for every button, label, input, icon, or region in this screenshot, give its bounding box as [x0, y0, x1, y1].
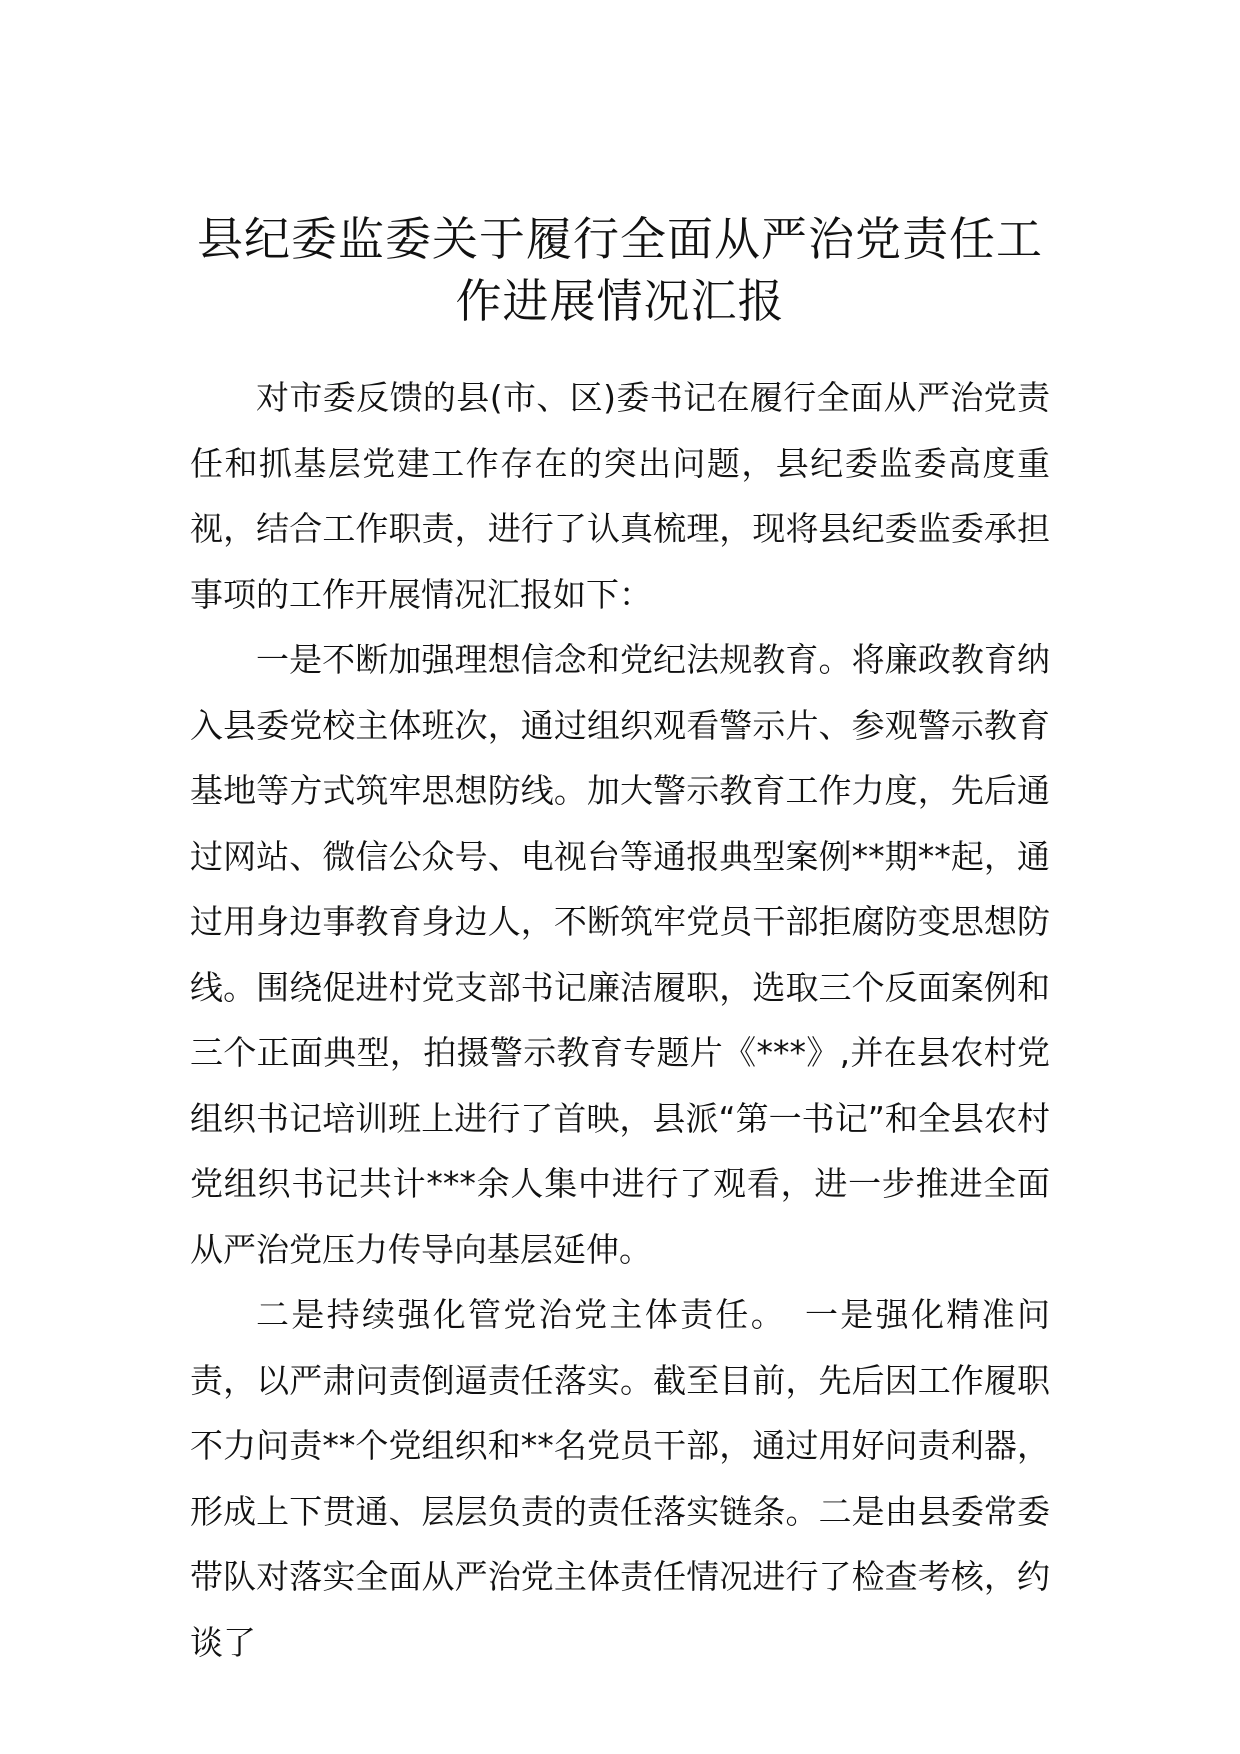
paragraph-education: 一是不断加强理想信念和党纪法规教育。将廉政教育纳入县委党校主体班次，通过组织观看警示片、参观警示教育基地等方式筑牢思想防线。加大警示教育工作力度，先后通过网站、微信公众号、电视台等通报典型案例**期**起，通过用身边事教育身边人，不断筑牢党员干部拒腐防变思想防线。围绕促进村党支部书记廉洁履职，选取三个反面案例和三个正面典型，拍摄警示教育专题片《***》,并在县农村党组织书记培训班上进行了首映，县派“第一书记”和全县农村党组织书记共计***余人集中进行了观看，进一步推进全面从严治党压力传导向基层延伸。 — [190, 640, 1050, 1269]
document-body — [190, 365, 1050, 1675]
paragraph-intro: 对市委反馈的县(市、区)委书记在履行全面从严治党责任和抓基层党建工作存在的突出问题，县纪委监委高度重视，结合工作职责，进行了认真梳理，现将县纪委监委承担事项的工作开展情况汇报如下： — [190, 378, 1050, 614]
title-line-1: 县纪委监委关于履行全面从严治党责任工 — [197, 212, 1043, 266]
paragraph-responsibility: 二是持续强化管党治党主体责任。 一是强化精准问责，以严肃问责倒逼责任落实。截至目前，先后因工作履职不力问责**个党组织和**名党员干部，通过用好问责利器，形成上下贯通、层层负责的责任落实链条。二是由县委常委带队对落实全面从严治党主体责任情况进行了检查考核，约谈了 — [190, 1295, 1050, 1662]
title-line-2: 作进展情况汇报 — [455, 274, 785, 328]
document-title — [190, 208, 1050, 332]
